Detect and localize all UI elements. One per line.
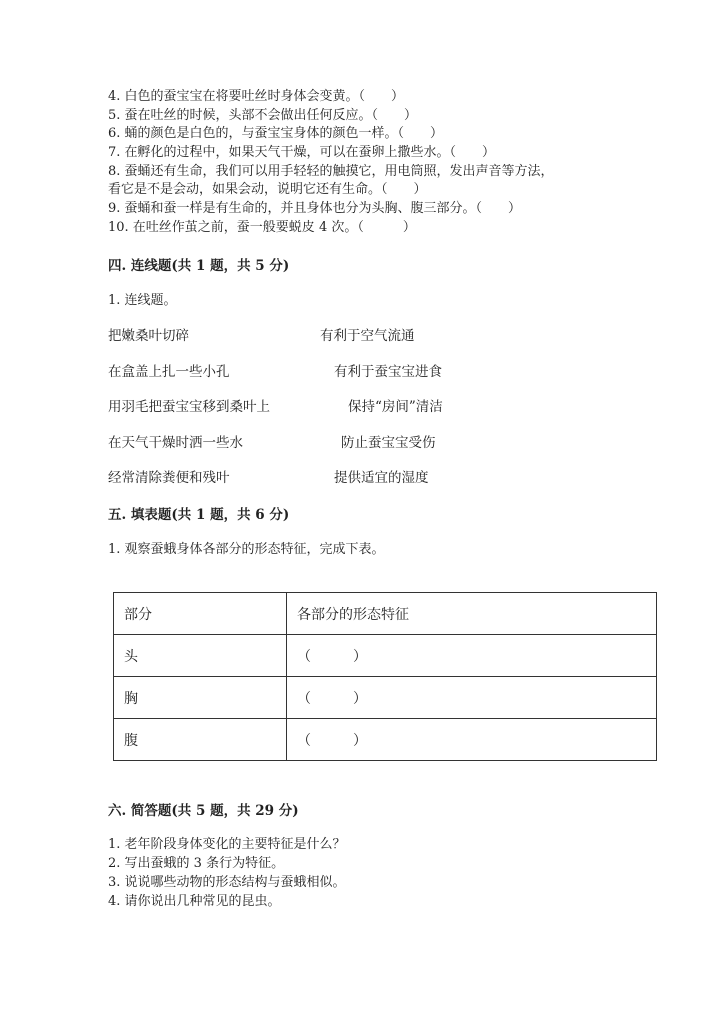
judge-item-continued: 看它是不是会动，如果会动，说明它还有生命。（ ） [108, 182, 427, 197]
matching-left-item: 经常清除粪便和残叶 [108, 470, 230, 486]
matching-question: 1. 连线题。 [108, 293, 177, 308]
short-answer-item: 1. 老年阶段身体变化的主要特征是什么？ [108, 837, 346, 852]
table-header-cell: 部分 [114, 593, 287, 635]
table-cell: 胸 [114, 677, 287, 719]
short-answer-item: 2. 写出蚕蛾的 3 条行为特征。 [108, 856, 285, 871]
matching-right-item: 有利于蚕宝宝进食 [334, 364, 442, 380]
matching-left-item: 把嫩桑叶切碎 [108, 328, 189, 344]
table-cell: 腹 [114, 719, 287, 761]
table-row [114, 677, 657, 719]
matching-left-item: 在盒盖上扎一些小孔 [108, 364, 230, 380]
table-header-cell: 各部分的形态特征 [287, 593, 657, 635]
matching-right-item: 防止蚕宝宝受伤 [341, 435, 436, 451]
judge-item: 9. 蚕蛹和蚕一样是有生命的，并且身体也分为头胸、腹三部分。（ ） [108, 201, 522, 216]
section-heading-matching: 四. 连线题(共 1 题，共 5 分) [108, 258, 290, 274]
short-answer-item: 3. 说说哪些动物的形态结构与蚕蛾相似。 [108, 875, 346, 890]
judge-item: 6. 蛹的颜色是白色的，与蚕宝宝身体的颜色一样。（ ） [108, 126, 444, 141]
table-row [114, 719, 657, 761]
matching-right-item: 提供适宜的湿度 [334, 470, 429, 486]
judge-item: 10. 在吐丝作茧之前，蚕一般要蜕皮 4 次。（ ） [108, 220, 416, 235]
table-answer-cell: （ ） [287, 635, 657, 677]
matching-left-item: 用羽毛把蚕宝宝移到桑叶上 [108, 399, 270, 415]
judge-item: 8. 蚕蛹还有生命，我们可以用手轻轻的触摸它，用电筒照，发出声音等方法， [108, 164, 554, 179]
matching-right-item: 保持“房间”清洁 [348, 399, 443, 415]
table-answer-cell: （ ） [287, 719, 657, 761]
table-answer-cell: （ ） [287, 677, 657, 719]
judge-item: 4. 白色的蚕宝宝在将要吐丝时身体会变黄。（ ） [108, 89, 405, 104]
judge-item: 5. 蚕在吐丝的时候，头部不会做出任何反应。（ ） [108, 108, 418, 123]
table-question: 1. 观察蚕蛾身体各部分的形态特征，完成下表。 [108, 542, 385, 557]
matching-right-item: 有利于空气流通 [320, 328, 415, 344]
section-heading-short-answer: 六. 简答题(共 5 题，共 29 分) [108, 803, 299, 819]
table-row [114, 635, 657, 677]
section-heading-table: 五. 填表题(共 1 题，共 6 分) [108, 507, 290, 523]
table-header-row [114, 593, 657, 635]
short-answer-item: 4. 请你说出几种常见的昆虫。 [108, 894, 281, 909]
table-cell: 头 [114, 635, 287, 677]
matching-left-item: 在天气干燥时洒一些水 [108, 435, 243, 451]
feature-table [113, 592, 657, 761]
judge-item: 7. 在孵化的过程中，如果天气干燥，可以在蚕卵上撒些水。（ ） [108, 145, 496, 160]
